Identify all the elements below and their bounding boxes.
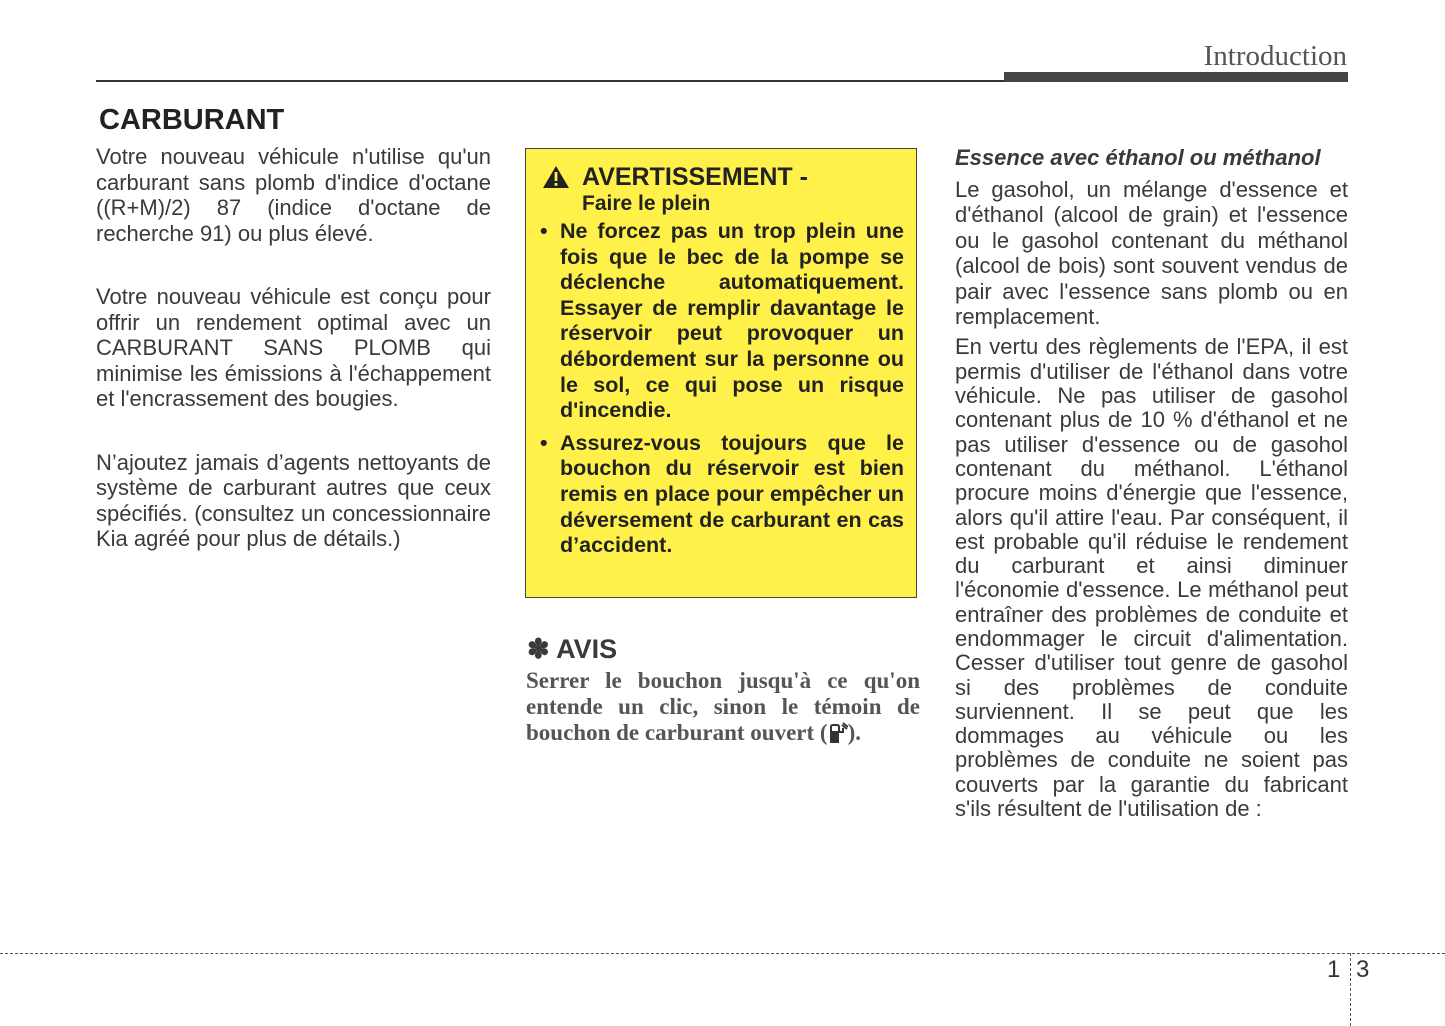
warning-item [540, 431, 904, 559]
warning-item-text: Ne forcez pas un trop plein une fois que le bec de la pompe se déclenche automatiquement. Essayer de remplir davantage le réservoir peut provoquer un débordement sur la personne ou le sol, ce qui pose un risque d'incendie. [560, 219, 904, 423]
column-right [955, 144, 1348, 827]
footer-page-separator [1350, 953, 1351, 1026]
footer-divider [0, 953, 1445, 954]
notice-text-after: ). [847, 719, 861, 745]
warning-heading [542, 163, 904, 191]
paragraph-cleaning-agents: N’ajoutez jamais d’agents nettoyants de système de carburant autres que ceux spécifiés. (consultez un concessionnaire Kia agréé pour plus de détails.) [96, 449, 491, 551]
section-title: CARBURANT [99, 104, 285, 136]
bullet: • [540, 219, 548, 243]
paragraph-octane: Votre nouveau véhicule n'utilise qu'un carburant sans plomb d'indice d'octane ((R+M)/2) 87 (indice d'octane de recherche 91) ou plus élevé. [96, 144, 491, 246]
fuel-cap-warning-icon [828, 722, 848, 744]
header-rule [96, 80, 1004, 82]
subsection-title: Essence avec éthanol ou méthanol [955, 145, 1321, 170]
paragraph-gasohol: Le gasohol, un mélange d'essence et d'éthanol (alcool de grain) et l'essence ou le gasohol contenant du méthanol (alcool de bois) sont souvent vendus de pair avec l'essence sans plomb ou en remplacement. [955, 177, 1348, 330]
paragraph-epa: En vertu des règlements de l'EPA, il est permis d'utiliser de l'éthanol dans votre véhicule. Ne pas utiliser de gasohol contenant plus de 10 % d'éthanol et ne pas utiliser d'essence ou de gasohol contenant du méthanol. L'éthanol procure moins d'énergie que l'essence, alors qu'il attire l'eau. Par conséquent, il est probable qu'il réduise le rendement du carburant et ainsi diminuer l'économie d'essence. Le méthanol peut entraîner des problèmes de conduite et endommager le circuit d'alimentation. Cesser d'utiliser tout genre de gasohol si des problèmes de conduite surviennent. Il se peut que les dommages au véhicule ou les problèmes de conduite ne soient pas couverts par la garantie du fabricant s'ils résultent de l'utilisation de : [955, 334, 1348, 822]
warning-item [540, 219, 904, 424]
column-left [96, 144, 491, 590]
chapter-number: 1 [1327, 956, 1341, 983]
warning-subtitle: Faire le plein [582, 192, 711, 215]
notice-title: ✽ AVIS [527, 634, 618, 664]
warning-triangle-icon [542, 165, 570, 189]
running-header-title: Introduction [1203, 40, 1347, 72]
page-number: 3 [1356, 956, 1370, 983]
bullet: • [540, 430, 548, 455]
paragraph-unleaded: Votre nouveau véhicule est conçu pour offrir un rendement optimal avec un CARBURANT SANS PLOMB qui minimise les émissions à l'échappement et l'encrassement des bougies. [96, 284, 491, 411]
header-rule-bar [1004, 72, 1348, 82]
warning-box [525, 148, 917, 598]
notice-text [526, 668, 920, 745]
warning-item-text: Assurez-vous toujours que le bouchon du réservoir est bien remis en place pour empêcher un déversement de carburant en cas d’accident. [560, 430, 904, 558]
warning-title: AVERTISSEMENT - [582, 163, 808, 191]
notice-text-before: Serrer le bouchon jusqu'à ce qu'on entende un clic, sinon le témoin de bouchon de carburant ouvert ( [526, 668, 920, 745]
warning-list [540, 219, 904, 559]
